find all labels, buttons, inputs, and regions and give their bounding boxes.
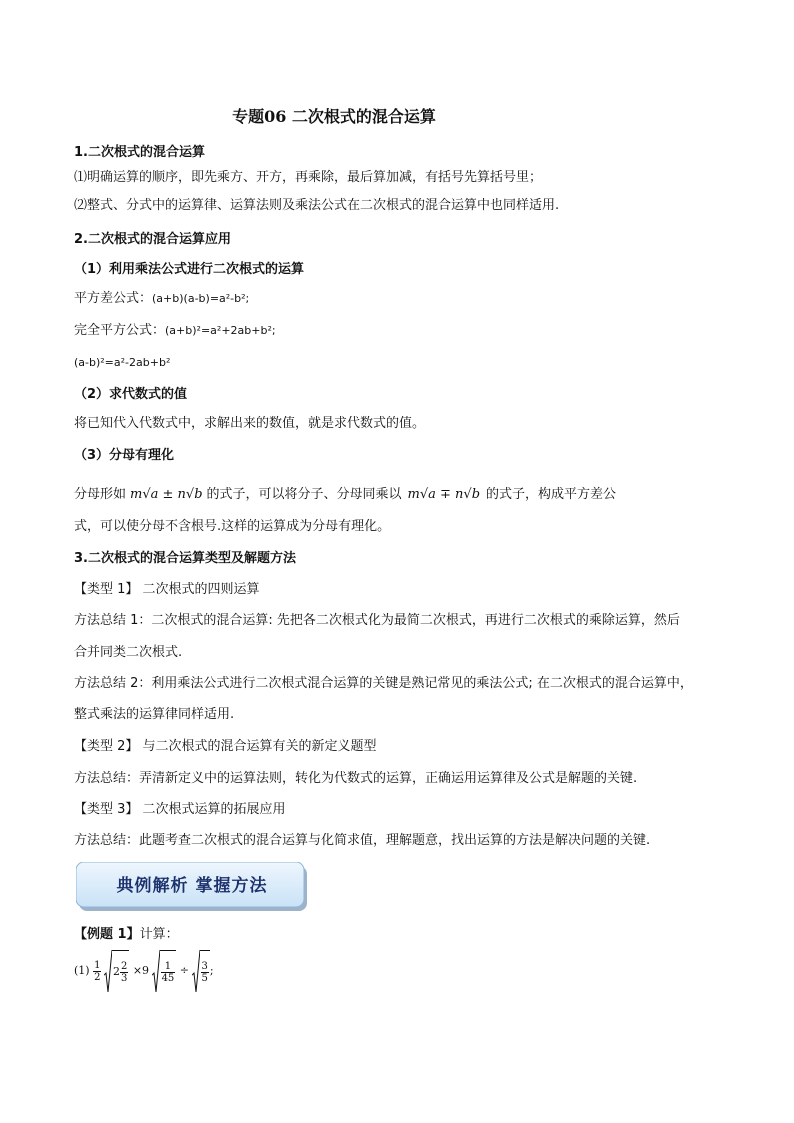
section-2-heading: 2.二次根式的混合运算应用 (74, 232, 231, 247)
section-1-point-1: ⑴明确运算的顺序，即先乘方、开方，再乘除，最后算加减，有括号先算括号里； (74, 170, 543, 185)
integer-part: 2 (112, 965, 120, 978)
type-2-method: 方法总结：弄清新定义中的运算法则，转化为代数式的运算，正确运用运算律及公式是解题的关键. (74, 771, 638, 786)
formula-difference-of-squares (74, 290, 249, 308)
example-1-heading (74, 926, 179, 944)
example-label: 【例题 1】 (74, 927, 140, 942)
rationalize-line-2: 式，可以使分母不含根号.这样的运算成为分母有理化。 (74, 519, 391, 534)
radical-sign (104, 950, 112, 993)
numerator: 2 (120, 960, 128, 972)
fraction (120, 961, 128, 984)
sqrt-fraction-1-45 (160, 950, 177, 992)
formula: (a+b)(a-b)=a²-b²; (152, 292, 250, 305)
fraction (201, 961, 209, 984)
type-1-method-2-cont: 整式乘法的运算律同样适用. (74, 707, 235, 722)
sqrt-mixed-number (112, 950, 129, 992)
formula-perfect-square (74, 322, 276, 340)
semicolon: ; (209, 964, 214, 977)
numerator: 1 (161, 961, 176, 973)
type-1-method-1: 方法总结 1：二次根式的混合运算: 先把各二次根式化为最简二次根式，再进行二次根式的乘除运算，然后 (74, 613, 680, 628)
numerator: 1 (94, 959, 101, 971)
subsection-3-heading: （3）分母有理化 (74, 448, 175, 463)
section-1-point-2: ⑵整式、分式中的运算律、运算法则及乘法公式在二次根式的混合运算中也同样适用. (74, 198, 560, 213)
section-1-heading: 1.二次根式的混合运算 (74, 145, 205, 160)
fraction-half (93, 960, 101, 983)
formula-label: 平方差公式： (74, 291, 153, 306)
type-2-label: 【类型 2】 与二次根式的混合运算有关的新定义题型 (74, 739, 377, 754)
text: 分母形如 (74, 487, 127, 502)
example-1-expression (74, 950, 214, 990)
item-number: (1) (74, 964, 90, 977)
formula-label: 完全平方公式： (74, 323, 166, 338)
radical-sign (192, 950, 200, 993)
banner-title: 典例解析 掌握方法 (116, 876, 268, 896)
text: 的式子，可以将分子、分母同乘以 (206, 487, 402, 502)
section-banner (76, 862, 308, 912)
type-3-method: 方法总结：此题考查二次根式的混合运算与化简求值，理解题意，找出运算的方法是解决问题的关键. (74, 833, 651, 848)
type-3-label: 【类型 3】 二次根式运算的拓展应用 (74, 802, 286, 817)
text: 的式子，构成平方差公 (486, 487, 617, 502)
type-1-label: 【类型 1】 二次根式的四则运算 (74, 582, 260, 597)
type-1-method-1-cont: 合并同类二次根式. (74, 645, 183, 660)
subsection-2-text: 将已知代入代数式中，求解出来的数值，就是求代数式的值。 (74, 416, 426, 431)
formula: (a+b)²=a²+2ab+b²; (165, 324, 276, 337)
times-nine: ×9 (132, 964, 150, 977)
fraction (161, 961, 176, 984)
formula-perfect-square-minus: (a-b)²=a²-2ab+b² (74, 356, 171, 369)
subsection-1-heading: （1）利用乘法公式进行二次根式的运算 (74, 262, 305, 277)
example-instruction: 计算： (139, 927, 179, 942)
math-expression: m√a ± n√b (130, 487, 203, 502)
denominator: 5 (201, 972, 208, 984)
denominator: 3 (120, 972, 128, 984)
page-title: 专题06 二次根式的混合运算 (232, 107, 436, 126)
section-3-heading: 3.二次根式的混合运算类型及解题方法 (74, 551, 296, 566)
radical-sign (152, 950, 160, 993)
denominator: 45 (161, 972, 175, 984)
sqrt-fraction-3-5 (200, 950, 210, 992)
rationalize-line-1 (74, 486, 616, 504)
divide-sign: ÷ (179, 964, 190, 977)
math-expression: m√a ∓ n√b (407, 487, 481, 502)
type-1-method-2: 方法总结 2：利用乘法公式进行二次根式混合运算的关键是熟记常见的乘法公式; 在二次根式的混合运算中， (74, 676, 693, 691)
subsection-2-heading: （2）求代数式的值 (74, 387, 188, 402)
denominator: 2 (94, 971, 101, 983)
numerator: 3 (201, 960, 208, 972)
